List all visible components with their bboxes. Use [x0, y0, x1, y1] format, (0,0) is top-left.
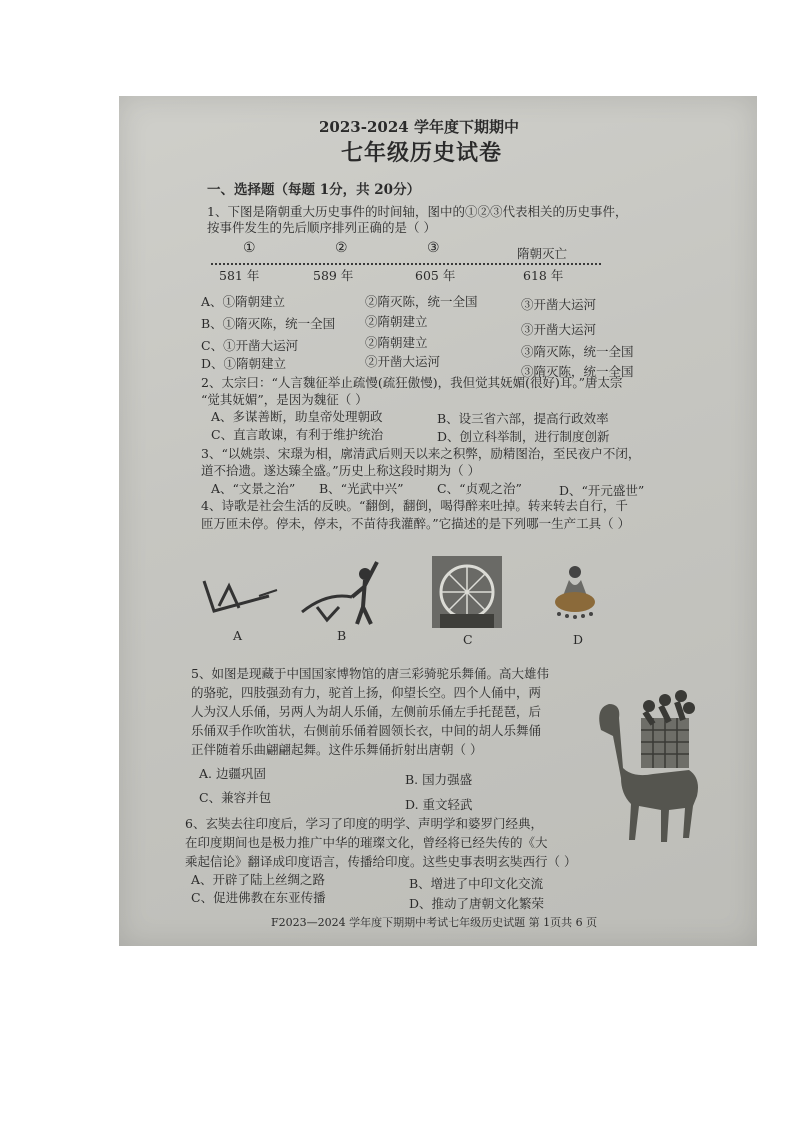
section-heading: 一、选择题（每题 1分，共 20分）	[207, 182, 421, 198]
q1-option-a1: A、①隋朝建立	[201, 294, 286, 309]
figure-d-illustration	[549, 560, 601, 622]
exam-sheet	[119, 96, 757, 946]
q3-option-b: B、“光武中兴”	[319, 481, 404, 496]
q2-option-a: A、多谋善断，助皇帝处理朝政	[211, 409, 383, 424]
figure-label-a: A	[233, 628, 243, 643]
q4-stem-line2: 匝万匝未停。停未，停未，不苗待我灌醉。”它描述的是下列哪一生产工具（ ）	[201, 516, 631, 531]
q1-option-c2: ②隋朝建立	[365, 335, 428, 350]
timeline-year-4: 618 年	[523, 268, 564, 283]
q5-option-a: A. 边疆巩固	[199, 766, 266, 781]
timeline-axis	[211, 263, 601, 265]
q2-stem-line1: 2、太宗曰：“人言魏征举止疏慢(疏狂傲慢)，我但觉其妩媚(很好)耳。”唐太宗	[201, 375, 623, 390]
q4-stem-line1: 4、诗歌是社会生活的反映。“翻倒，翻倒，喝得醉来吐掉。转来转去自行，千	[201, 498, 628, 513]
q5-line4: 乐俑双手作吹笛状，右侧前乐俑着圆领长衣，中间的胡人乐舞俑	[191, 723, 542, 738]
q3-option-c: C、“贞观之治”	[437, 481, 522, 496]
q5-line5: 正伴随着乐曲翩翩起舞。这件乐舞俑折射出唐朝（ ）	[191, 742, 483, 757]
timeline-mark-3: ③	[427, 240, 440, 256]
tang-sancai-camel-figurine	[593, 678, 705, 848]
q1-option-d1: D、①隋朝建立	[201, 356, 287, 371]
exam-year-title: 2023-2024 学年度下期期中	[319, 118, 519, 136]
timeline-year-3: 605 年	[415, 268, 456, 283]
figure-label-d: D	[573, 632, 584, 647]
q5-option-c: C、兼容并包	[199, 790, 272, 805]
q1-stem-line1: 1、下图是隋朝重大历史事件的时间轴，图中的①②③代表相关的历史事件，	[207, 204, 628, 219]
q1-option-d3: ③隋灭陈，统一全国	[521, 364, 634, 379]
q2-option-c: C、直言敢谏，有利于维护统治	[211, 427, 384, 442]
plow-figure-a	[199, 566, 279, 626]
timeline-year-1: 581 年	[219, 268, 260, 283]
q3-option-d: D、“开元盛世”	[559, 483, 645, 498]
q6-option-b: B、增进了中印文化交流	[409, 876, 544, 891]
q2-option-d: D、创立科举制，进行制度创新	[437, 429, 610, 444]
q3-option-a: A、“文景之治”	[211, 481, 296, 496]
exam-title: 七年级历史试卷	[341, 140, 503, 166]
q2-stem-line2: “觉其妩媚”，是因为魏征（ ）	[201, 392, 368, 407]
q1-option-d2: ②开凿大运河	[365, 354, 441, 369]
q1-option-c1: C、①开凿大运河	[201, 338, 299, 353]
q1-option-a3: ③开凿大运河	[521, 297, 597, 312]
timeline-year-2: 589 年	[313, 268, 354, 283]
q1-option-a2: ②隋灭陈，统一全国	[365, 294, 478, 309]
timeline-mark-4: 隋朝灭亡	[517, 246, 568, 261]
farmer-plowing-figure-b	[297, 552, 387, 630]
q1-stem-line2: 按事件发生的先后顺序排列正确的是（ ）	[207, 220, 436, 235]
q1-option-b1: B、①隋灭陈，统一全国	[201, 316, 336, 331]
q3-stem-line2: 道不拾遗。遂达臻全盛。”历史上称这段时期为（ ）	[201, 463, 481, 478]
q6-line2: 在印度期间也是极力推广中华的璀璨文化，曾经将已经失传的《大	[185, 835, 548, 850]
q2-option-b: B、设三省六部，提高行政效率	[437, 411, 609, 426]
q6-option-a: A、开辟了陆上丝绸之路	[191, 872, 326, 887]
q6-line1: 6、玄奘去往印度后，学习了印度的明学、声明学和婆罗门经典，	[185, 816, 543, 831]
q6-option-c: C、促进佛教在东亚传播	[191, 890, 326, 905]
q1-option-c3: ③隋灭陈，统一全国	[521, 344, 634, 359]
q5-line3: 人为汉人乐俑，另两人为胡人乐俑，左侧前乐俑左手托琵琶，后	[191, 704, 542, 719]
q6-option-d: D、推动了唐朝文化繁荣	[409, 896, 545, 911]
q3-stem-line1: 3、“以姚崇、宋璟为相，廓清武后则天以来之积弊，励精图治，至民夜户不闭，	[201, 446, 641, 461]
q1-option-b2: ②隋朝建立	[365, 314, 428, 329]
q1-option-b3: ③开凿大运河	[521, 322, 597, 337]
q5-option-d: D. 重文轻武	[405, 797, 473, 812]
q5-line1: 5、如图是现藏于中国国家博物馆的唐三彩骑驼乐舞俑。高大雄伟	[191, 666, 549, 681]
q5-line2: 的骆驼，四肢强劲有力，驼首上扬，仰望长空。四个人俑中，两	[191, 685, 542, 700]
figure-label-c: C	[463, 632, 473, 647]
waterwheel-figure-c	[432, 556, 502, 628]
timeline-mark-1: ①	[243, 240, 256, 256]
timeline-mark-2: ②	[335, 240, 348, 256]
figure-label-b: B	[337, 628, 347, 643]
q5-option-b: B. 国力强盛	[405, 772, 473, 787]
q6-line3: 乘起信论》翻译成印度语言，传播给印度。这些史事表明玄奘西行（ ）	[185, 854, 577, 869]
page-footer: F2023—2024 学年度下期期中考试七年级历史试题 第 1页共 6 页	[271, 916, 598, 929]
